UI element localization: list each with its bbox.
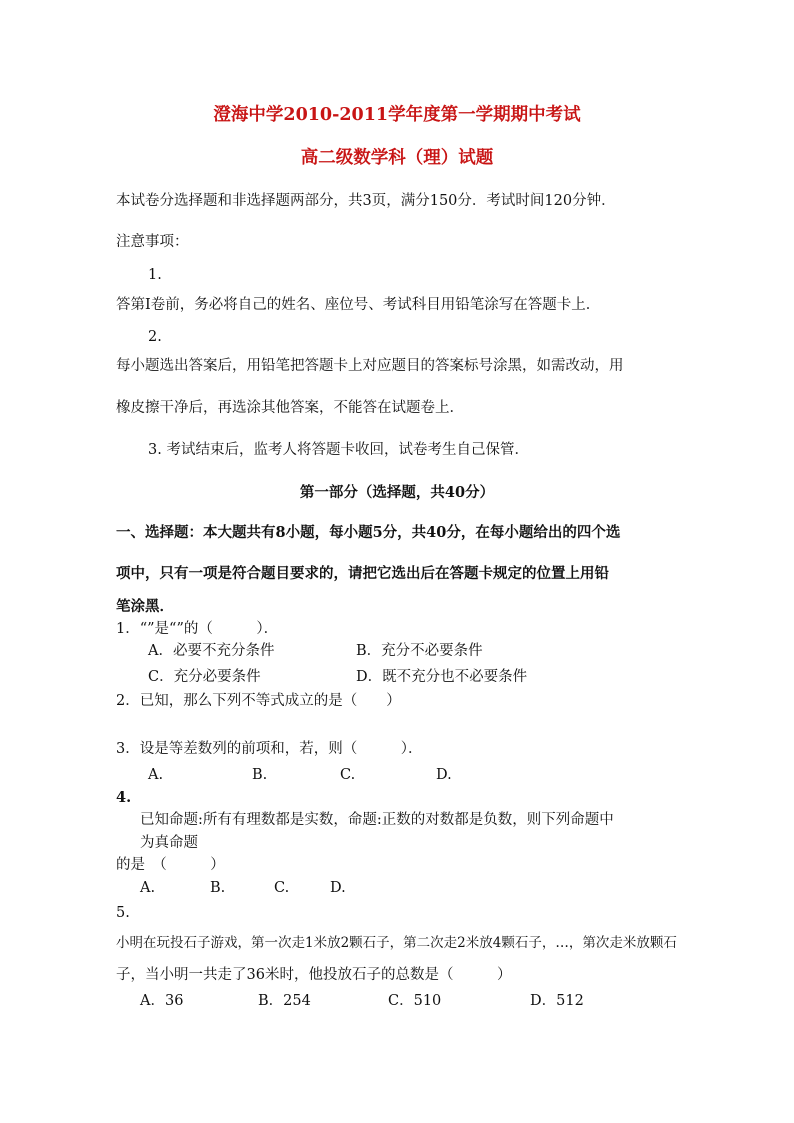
question-3-option-c: C.: [340, 767, 356, 783]
question-1-option-c: C．充分必要条件: [148, 669, 261, 685]
question-5-option-a: A．36: [140, 993, 184, 1009]
part1-instruction-line-3: 笔涂黑．: [116, 598, 174, 615]
notice-item-2-line-1: 每小题选出答案后，用铅笔把答题卡上对应题目的答案标号涂黑，如需改动，用: [116, 358, 624, 374]
part1-instruction-line-1: 一、选择题：本大题共有8小题，每小题5分，共40分，在每小题给出的四个选: [116, 524, 621, 541]
question-3-option-d: D.: [436, 767, 452, 783]
notice-item-2-number: 2.: [148, 329, 162, 345]
question-5-number: 5.: [116, 905, 130, 921]
question-2-stem: 2．已知，那么下列不等式成立的是（ ）: [116, 693, 401, 709]
question-5-option-d: D．512: [530, 993, 584, 1009]
question-3-option-a: A.: [148, 767, 164, 783]
question-4-option-a: A.: [140, 880, 156, 896]
notice-item-1-text: 答第I卷前，务必将自己的姓名、座位号、考试科目用铅笔涂写在答题卡上．: [116, 297, 601, 313]
part1-heading: 第一部分（选择题，共40分）: [299, 484, 495, 501]
question-4-option-c: C.: [274, 880, 290, 896]
notice-item-2-line-2: 橡皮擦干净后，再选涂其他答案，不能答在试题卷上．: [116, 400, 464, 416]
notice-heading: 注意事项：: [116, 234, 189, 250]
question-4-option-b: B.: [210, 880, 226, 896]
question-4-line-2: 为真命题: [140, 835, 198, 851]
question-3-stem: 3．设是等差数列的前项和，若，则（ ）．: [116, 741, 423, 757]
question-4-line-3: 的是 （ ）: [116, 857, 225, 873]
question-4-line-1: 已知命题:所有有理数都是实数，命题:正数的对数都是负数，则下列命题中: [140, 812, 614, 828]
question-1-stem: 1．“”是“”的（ ）．: [116, 621, 279, 637]
exam-subtitle: 高二级数学科（理）试题: [300, 148, 494, 168]
question-1-option-b: B．充分不必要条件: [356, 643, 483, 659]
exam-title: 澄海中学2010-2011学年度第一学期期中考试: [213, 105, 581, 125]
question-4-number: 4.: [116, 789, 132, 806]
question-5-option-c: C．510: [388, 993, 442, 1009]
question-1-option-d: D．既不充分也不必要条件: [356, 669, 528, 685]
question-4-option-d: D.: [330, 880, 346, 896]
notice-item-3: 3. 考试结束后，监考人将答题卡收回，试卷考生自己保管．: [148, 442, 529, 458]
question-5-option-b: B．254: [258, 993, 311, 1009]
question-5-line-2: 子，当小明一共走了36米时，他投放石子的总数是（ ）: [116, 967, 512, 983]
part1-instruction-line-2: 项中，只有一项是符合题目要求的，请把它选出后在答题卡规定的位置上用铅: [116, 565, 609, 582]
question-3-option-b: B.: [252, 767, 268, 783]
question-1-option-a: A．必要不充分条件: [148, 643, 275, 659]
notice-item-1-number: 1.: [148, 267, 162, 283]
intro-text: 本试卷分选择题和非选择题两部分，共3页，满分150分．考试时间120分钟．: [116, 193, 616, 209]
question-5-line-1: 小明在玩投石子游戏，第一次走1米放2颗石子，第二次走2米放4颗石子，…，第次走米放颗石: [116, 935, 677, 951]
